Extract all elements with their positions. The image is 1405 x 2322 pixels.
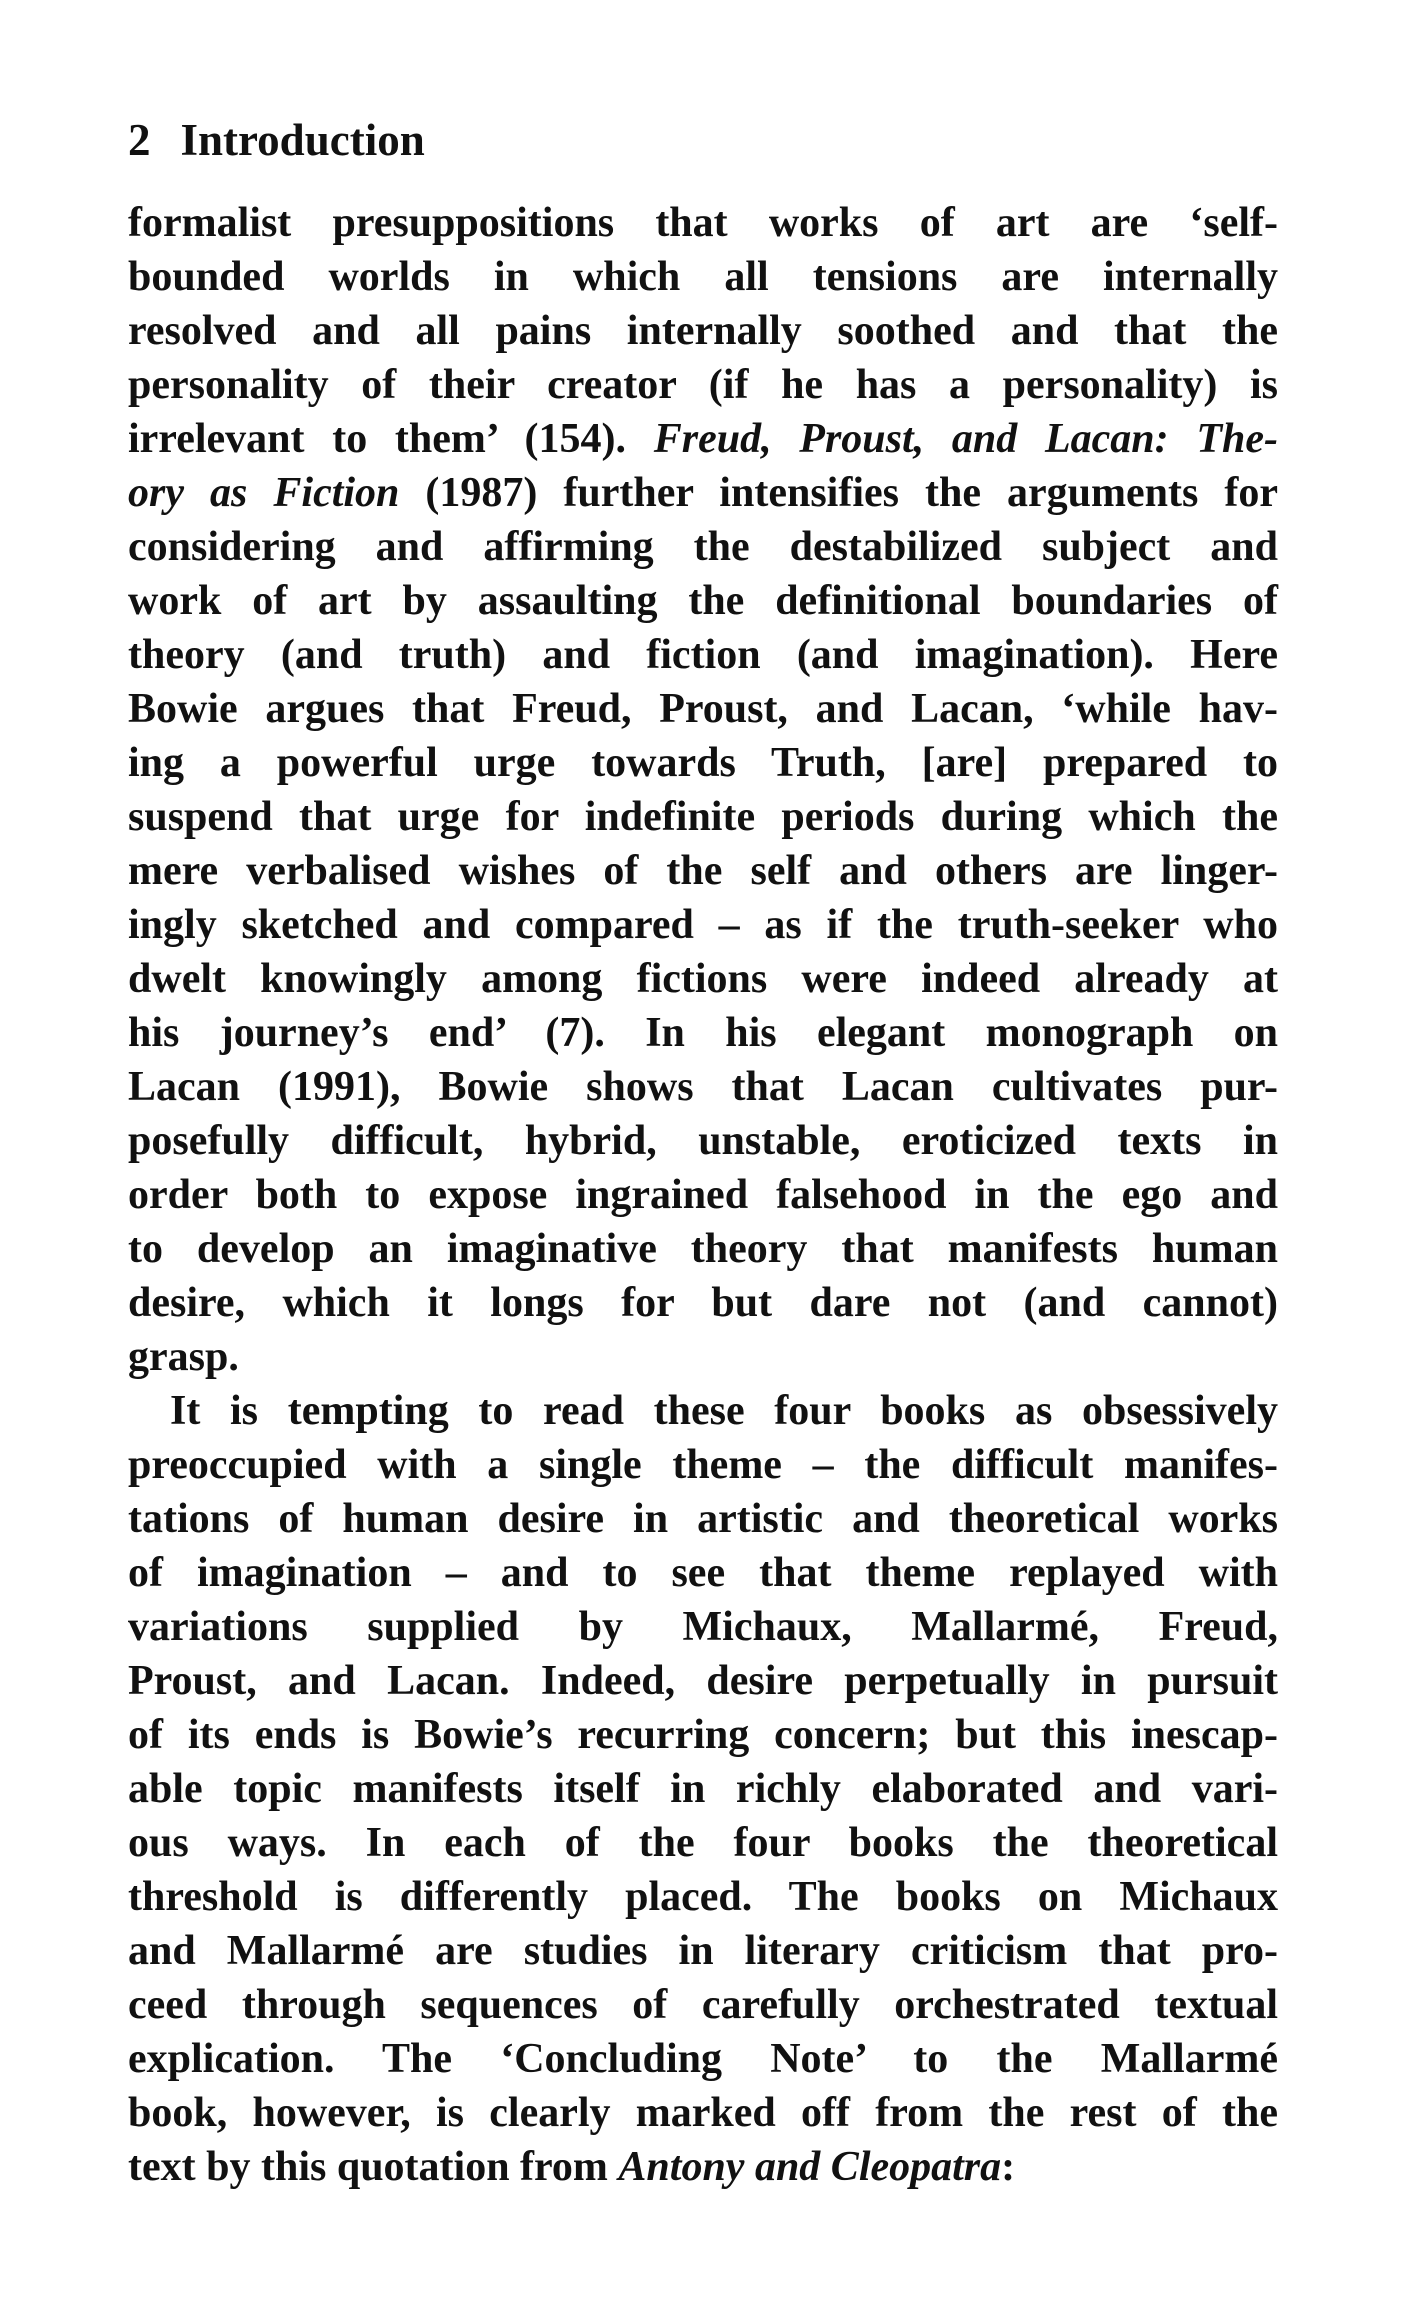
text-line: to develop an imaginative theory that manifests human <box>128 1226 1278 1272</box>
running-head <box>128 110 425 170</box>
text-line: considering and affirming the destabilized subject and <box>128 524 1278 570</box>
page-number: 2 <box>128 115 151 165</box>
line-text: text by this quotation from <box>128 2144 619 2190</box>
text-line: formalist presuppositions that works of art are ‘self- <box>128 200 1278 246</box>
text-line: ous ways. In each of the four books the theoretical <box>128 1820 1278 1866</box>
text-line: Proust, and Lacan. Indeed, desire perpetually in pursuit <box>128 1658 1278 1704</box>
text-line: Lacan (1991), Bowie shows that Lacan cultivates pur- <box>128 1064 1278 1110</box>
text-line: explication. The ‘Concluding Note’ to the Mallarmé <box>128 2036 1278 2082</box>
text-line: of its ends is Bowie’s recurring concern; but this inescap- <box>128 1712 1278 1758</box>
text-line: order both to expose ingrained falsehood in the ego and <box>128 1172 1278 1218</box>
text-line: dwelt knowingly among fictions were indeed already at <box>128 956 1278 1002</box>
text-line: tations of human desire in artistic and theoretical works <box>128 1496 1278 1542</box>
text-line: Bowie argues that Freud, Proust, and Lacan, ‘while hav- <box>128 686 1278 732</box>
text-line <box>128 2140 1278 2194</box>
text-line: bounded worlds in which all tensions are internally <box>128 254 1278 300</box>
text-line <box>128 466 1278 520</box>
book-title-theory-as-fiction: ory as Fiction <box>128 470 400 516</box>
text-line: theory (and truth) and fiction (and imagination). Here <box>128 632 1278 678</box>
text-line: ing a powerful urge towards Truth, [are] prepared to <box>128 740 1278 786</box>
text-line: ceed through sequences of carefully orchestrated textual <box>128 1982 1278 2028</box>
paragraph-first-line: It is tempting to read these four books as obsessively <box>170 1388 1278 1434</box>
text-line: resolved and all pains internally soothed and that the <box>128 308 1278 354</box>
line-text: irrelevant to them’ (154). <box>128 416 654 462</box>
text-line: of imagination – and to see that theme replayed with <box>128 1550 1278 1596</box>
text-line: suspend that urge for indefinite periods during which the <box>128 794 1278 840</box>
text-line: mere verbalised wishes of the self and others are linger- <box>128 848 1278 894</box>
text-line: ingly sketched and compared – as if the truth-seeker who <box>128 902 1278 948</box>
text-line: work of art by assaulting the definitional boundaries of <box>128 578 1278 624</box>
text-line: threshold is differently placed. The books on Michaux <box>128 1874 1278 1920</box>
text-line: his journey’s end’ (7). In his elegant monograph on <box>128 1010 1278 1056</box>
line-text: (1987) further intensifies the arguments for <box>399 470 1278 516</box>
text-line: able topic manifests itself in richly elaborated and vari- <box>128 1766 1278 1812</box>
text-line: grasp. <box>128 1334 239 1380</box>
play-title-antony-and-cleopatra: Antony and Cleopatra <box>618 2144 1002 2190</box>
text-line: desire, which it longs for but dare not (and cannot) <box>128 1280 1278 1326</box>
text-line: variations supplied by Michaux, Mallarmé, Freud, <box>128 1604 1278 1650</box>
text-line: and Mallarmé are studies in literary criticism that pro- <box>128 1928 1278 1974</box>
text-line: personality of their creator (if he has a personality) is <box>128 362 1278 408</box>
text-line: book, however, is clearly marked off from the rest of the <box>128 2090 1278 2136</box>
chapter-title: Introduction <box>180 115 425 165</box>
book-title-freud-proust-lacan: Freud, Proust, and Lacan: The- <box>653 416 1279 462</box>
text-line <box>128 412 1278 466</box>
text-line: preoccupied with a single theme – the difficult manifes- <box>128 1442 1278 1488</box>
body-text <box>128 196 1278 2194</box>
line-text: : <box>1001 2144 1016 2190</box>
text-line: posefully difficult, hybrid, unstable, eroticized texts in <box>128 1118 1278 1164</box>
